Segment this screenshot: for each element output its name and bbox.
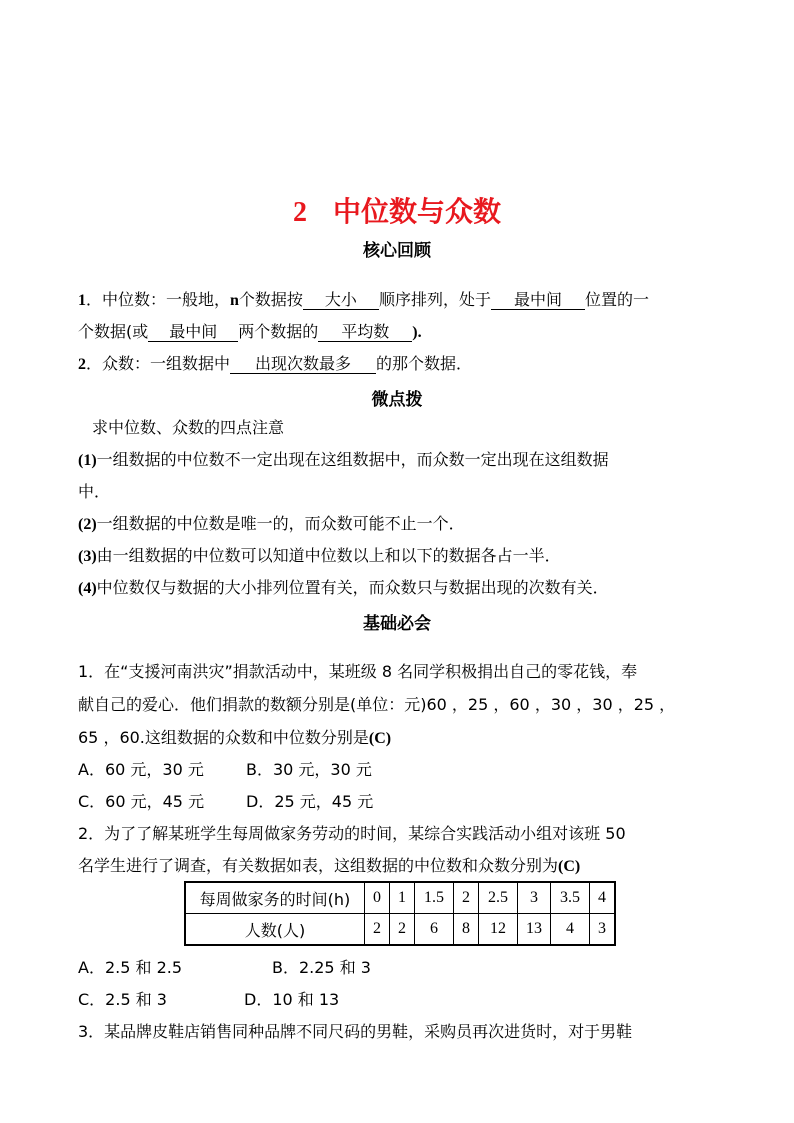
blank-answer: 最中间 (148, 323, 238, 342)
section-heading-review: 核心回顾 (363, 241, 431, 261)
table-cell: 8 (454, 914, 479, 946)
option-d: D．10 和 13 (244, 990, 340, 1009)
table-cell: 12 (479, 914, 518, 946)
blank-answer: 大小 (303, 291, 379, 310)
basics-q2-options-row1 (78, 957, 728, 979)
review-q1-line1: 1．中位数：一般地，n个数据按 大小 顺序排列，处于 最中间 位置的一 (78, 290, 649, 309)
option-a: A．2.5 和 2.5 (78, 958, 183, 977)
section-heading-tips: 微点拨 (371, 390, 423, 410)
housework-time-table (184, 881, 616, 946)
table-header-cell: 每周做家务的时间(h) (185, 882, 365, 914)
table-header-cell: 人数(人) (185, 914, 365, 946)
blank-answer: 出现次数最多 (230, 355, 376, 374)
tip-item-1-cont: 中． (78, 482, 111, 501)
tip-item-1: (1)一组数据的中位数不一定出现在这组数据中，而众数一定出现在这组数据 (78, 450, 609, 469)
option-d: D．25 元，45 元 (246, 792, 374, 811)
table-cell: 3 (590, 914, 616, 946)
table-cell: 3.5 (551, 882, 590, 914)
option-b: B．2.25 和 3 (272, 958, 371, 977)
basics-q1-options-row2 (78, 791, 728, 813)
option-a: A．60 元，30 元 (78, 760, 204, 779)
tips-intro: 求中位数、众数的四点注意 (92, 418, 285, 437)
option-c: C．2.5 和 3 (78, 990, 167, 1009)
table-cell: 13 (518, 914, 551, 946)
blank-answer: 最中间 (491, 291, 585, 310)
basics-q2-line1: 2．为了了解某班学生每周做家务劳动的时间，某综合实践活动小组对该班 50 (78, 824, 626, 843)
table-cell: 2 (390, 914, 415, 946)
table-cell: 4 (590, 882, 616, 914)
table-cell: 1 (390, 882, 415, 914)
table-cell: 2.5 (479, 882, 518, 914)
basics-q1-options-row1 (78, 759, 728, 781)
table-cell: 2 (365, 914, 390, 946)
option-c: C．60 元，45 元 (78, 792, 205, 811)
basics-q3-line1: 3．某品牌皮鞋店销售同种品牌不同尺码的男鞋，采购员再次进货时，对于男鞋 (78, 1022, 633, 1041)
basics-q1-line1: 1．在“支援河南洪灾”捐款活动中，某班级 8 名同学积极捐出自己的零花钱，奉 (78, 662, 638, 681)
section-heading-basics: 基础必会 (363, 614, 431, 634)
table-row (185, 882, 615, 914)
option-b: B．30 元，30 元 (246, 760, 372, 779)
lesson-title-text: 中位数与众数 (332, 195, 501, 228)
basics-q2-options-row2 (78, 989, 728, 1011)
table-cell: 6 (415, 914, 454, 946)
answer-mark: (C) (558, 858, 581, 875)
tip-item-3: (3)由一组数据的中位数可以知道中位数以上和以下的数据各占一半． (78, 546, 561, 565)
table-cell: 0 (365, 882, 390, 914)
table-cell: 3 (518, 882, 551, 914)
tip-item-4: (4)中位数仅与数据的大小排列位置有关，而众数只与数据出现的次数有关． (78, 578, 609, 597)
tip-item-2: (2)一组数据的中位数是唯一的，而众数可能不止一个． (78, 514, 465, 533)
table-row (185, 914, 615, 946)
lesson-title (0, 190, 794, 230)
basics-q1-line2: 献自己的爱心．他们捐款的数额分别是(单位：元)60 ，25 ，60 ，30 ，30 ，25 ， (78, 695, 676, 714)
table-cell: 1.5 (415, 882, 454, 914)
answer-mark: (C) (368, 730, 392, 747)
lesson-number: 2 (292, 197, 307, 228)
basics-q2-line2: 名学生进行了调查，有关数据如表，这组数据的中位数和众数分别为(C) (78, 856, 581, 875)
table-cell: 2 (454, 882, 479, 914)
table-cell: 4 (551, 914, 590, 946)
review-q1-line2: 个数据(或 最中间 两个数据的 平均数 ). (78, 322, 422, 341)
basics-q1-line3: 65 ，60.这组数据的众数和中位数分别是(C) (78, 728, 392, 747)
review-q2-line: 2．众数：一组数据中 出现次数最多 的那个数据． (78, 354, 473, 373)
blank-answer: 平均数 (318, 323, 412, 342)
